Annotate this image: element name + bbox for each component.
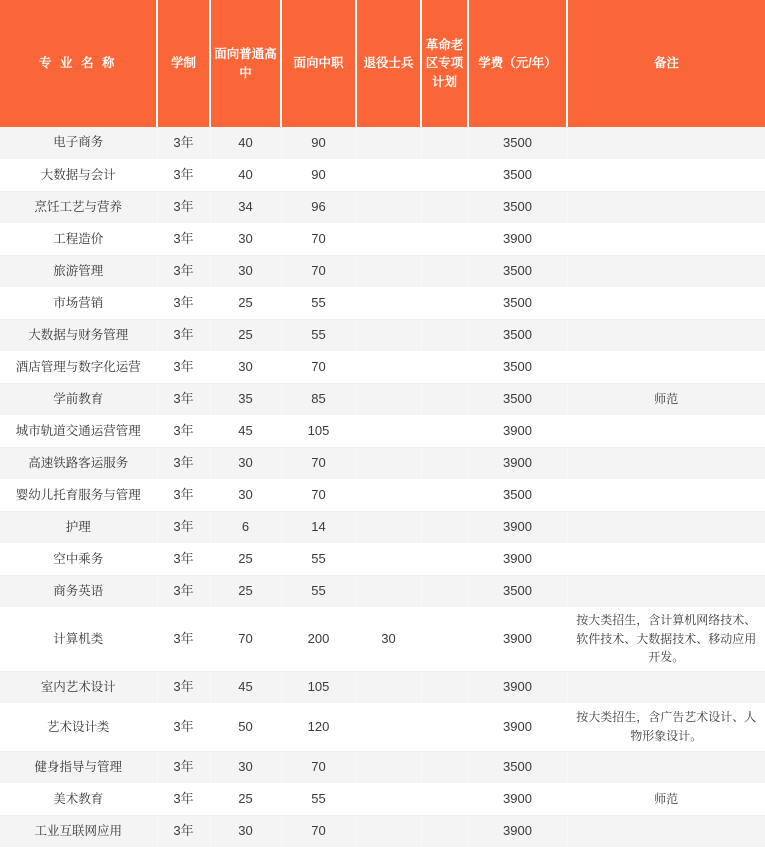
cell-voc: 105 [281, 415, 356, 447]
cell-voc: 70 [281, 815, 356, 847]
cell-remark: 师范 [567, 383, 765, 415]
cell-tuition: 3900 [468, 607, 567, 671]
cell-revbase [421, 351, 468, 383]
cell-major-name: 烹饪工艺与营养 [0, 191, 157, 223]
cell-tuition: 3500 [468, 191, 567, 223]
cell-major-name: 健身指导与管理 [0, 751, 157, 783]
table-row [0, 607, 765, 671]
cell-remark [567, 191, 765, 223]
cell-revbase [421, 511, 468, 543]
cell-voc: 70 [281, 447, 356, 479]
cell-vet [356, 351, 421, 383]
cell-vet [356, 511, 421, 543]
cell-years: 3年 [157, 127, 210, 159]
cell-vet [356, 415, 421, 447]
cell-vet [356, 383, 421, 415]
cell-tuition: 3900 [468, 543, 567, 575]
cell-vet [356, 127, 421, 159]
cell-vet [356, 815, 421, 847]
cell-vet [356, 543, 421, 575]
cell-senior: 40 [210, 159, 281, 191]
cell-revbase [421, 223, 468, 255]
table-row [0, 703, 765, 751]
cell-senior: 45 [210, 415, 281, 447]
cell-major-name: 计算机类 [0, 607, 157, 671]
cell-remark [567, 815, 765, 847]
cell-voc: 85 [281, 383, 356, 415]
cell-major-name: 高速铁路客运服务 [0, 447, 157, 479]
cell-senior: 30 [210, 815, 281, 847]
cell-senior: 30 [210, 479, 281, 511]
cell-remark: 按大类招生，含计算机网络技术、软件技术、大数据技术、移动应用开发。 [567, 607, 765, 671]
cell-major-name: 美术教育 [0, 783, 157, 815]
cell-senior: 30 [210, 447, 281, 479]
cell-major-name: 空中乘务 [0, 543, 157, 575]
cell-vet [356, 575, 421, 607]
cell-remark: 师范 [567, 783, 765, 815]
cell-major-name: 大数据与会计 [0, 159, 157, 191]
column-header-voc: 面向中职 [281, 0, 356, 127]
cell-tuition: 3900 [468, 511, 567, 543]
cell-vet [356, 783, 421, 815]
table-row [0, 191, 765, 223]
cell-years: 3年 [157, 543, 210, 575]
cell-tuition: 3500 [468, 287, 567, 319]
cell-senior: 35 [210, 383, 281, 415]
cell-revbase [421, 783, 468, 815]
cell-major-name: 酒店管理与数字化运营 [0, 351, 157, 383]
cell-senior: 34 [210, 191, 281, 223]
cell-tuition: 3500 [468, 383, 567, 415]
cell-revbase [421, 815, 468, 847]
cell-tuition: 3900 [468, 815, 567, 847]
cell-years: 3年 [157, 751, 210, 783]
cell-revbase [421, 751, 468, 783]
table-row [0, 815, 765, 847]
cell-voc: 55 [281, 575, 356, 607]
cell-remark [567, 287, 765, 319]
cell-tuition: 3900 [468, 703, 567, 751]
cell-remark [567, 671, 765, 703]
cell-revbase [421, 415, 468, 447]
cell-remark [567, 255, 765, 287]
cell-senior: 40 [210, 127, 281, 159]
table-row [0, 415, 765, 447]
column-header-tuition: 学费（元/年） [468, 0, 567, 127]
cell-years: 3年 [157, 223, 210, 255]
cell-voc: 200 [281, 607, 356, 671]
cell-revbase [421, 319, 468, 351]
cell-years: 3年 [157, 783, 210, 815]
cell-remark [567, 223, 765, 255]
table-row [0, 447, 765, 479]
cell-tuition: 3500 [468, 751, 567, 783]
cell-remark [567, 159, 765, 191]
table-row [0, 287, 765, 319]
table-row [0, 511, 765, 543]
cell-tuition: 3500 [468, 351, 567, 383]
cell-major-name: 大数据与财务管理 [0, 319, 157, 351]
cell-voc: 70 [281, 479, 356, 511]
cell-major-name: 艺术设计类 [0, 703, 157, 751]
cell-remark [567, 543, 765, 575]
cell-vet [356, 671, 421, 703]
cell-remark [567, 415, 765, 447]
table-header-row [0, 0, 765, 127]
cell-tuition: 3900 [468, 447, 567, 479]
cell-tuition: 3500 [468, 319, 567, 351]
cell-major-name: 电子商务 [0, 127, 157, 159]
table-row [0, 479, 765, 511]
cell-major-name: 学前教育 [0, 383, 157, 415]
cell-senior: 6 [210, 511, 281, 543]
cell-tuition: 3500 [468, 159, 567, 191]
cell-vet [356, 287, 421, 319]
table-row [0, 223, 765, 255]
cell-remark [567, 319, 765, 351]
cell-major-name: 城市轨道交通运营管理 [0, 415, 157, 447]
cell-major-name: 旅游管理 [0, 255, 157, 287]
column-header-revbase: 革命老区专项计划 [421, 0, 468, 127]
table-row [0, 319, 765, 351]
table-row [0, 575, 765, 607]
cell-vet [356, 447, 421, 479]
cell-major-name: 室内艺术设计 [0, 671, 157, 703]
cell-voc: 90 [281, 127, 356, 159]
table-row [0, 751, 765, 783]
cell-revbase [421, 543, 468, 575]
cell-years: 3年 [157, 415, 210, 447]
cell-years: 3年 [157, 447, 210, 479]
cell-senior: 25 [210, 783, 281, 815]
cell-tuition: 3900 [468, 671, 567, 703]
cell-voc: 55 [281, 783, 356, 815]
table-row [0, 351, 765, 383]
cell-years: 3年 [157, 479, 210, 511]
cell-remark [567, 479, 765, 511]
cell-years: 3年 [157, 159, 210, 191]
cell-senior: 25 [210, 319, 281, 351]
cell-years: 3年 [157, 383, 210, 415]
cell-remark [567, 351, 765, 383]
cell-tuition: 3500 [468, 255, 567, 287]
cell-years: 3年 [157, 607, 210, 671]
cell-major-name: 市场营销 [0, 287, 157, 319]
cell-revbase [421, 127, 468, 159]
cell-vet [356, 255, 421, 287]
cell-years: 3年 [157, 255, 210, 287]
cell-major-name: 商务英语 [0, 575, 157, 607]
cell-tuition: 3500 [468, 575, 567, 607]
cell-voc: 55 [281, 543, 356, 575]
cell-voc: 55 [281, 319, 356, 351]
cell-voc: 96 [281, 191, 356, 223]
cell-remark [567, 575, 765, 607]
cell-years: 3年 [157, 287, 210, 319]
cell-voc: 90 [281, 159, 356, 191]
cell-years: 3年 [157, 671, 210, 703]
cell-revbase [421, 671, 468, 703]
cell-revbase [421, 575, 468, 607]
cell-revbase [421, 447, 468, 479]
cell-major-name: 工程造价 [0, 223, 157, 255]
cell-senior: 30 [210, 255, 281, 287]
cell-revbase [421, 287, 468, 319]
cell-revbase [421, 607, 468, 671]
cell-voc: 14 [281, 511, 356, 543]
cell-senior: 25 [210, 543, 281, 575]
cell-voc: 70 [281, 751, 356, 783]
column-header-vet: 退役士兵 [356, 0, 421, 127]
cell-senior: 50 [210, 703, 281, 751]
cell-years: 3年 [157, 351, 210, 383]
cell-voc: 55 [281, 287, 356, 319]
table-row [0, 783, 765, 815]
column-header-major: 专 业 名 称 [0, 0, 157, 127]
cell-revbase [421, 703, 468, 751]
table-row [0, 383, 765, 415]
cell-vet: 30 [356, 607, 421, 671]
cell-major-name: 婴幼儿托育服务与管理 [0, 479, 157, 511]
table-row [0, 159, 765, 191]
cell-revbase [421, 191, 468, 223]
cell-voc: 70 [281, 255, 356, 287]
cell-senior: 25 [210, 575, 281, 607]
cell-tuition: 3900 [468, 223, 567, 255]
table-row [0, 543, 765, 575]
table-body [0, 127, 765, 847]
cell-years: 3年 [157, 575, 210, 607]
cell-major-name: 工业互联网应用 [0, 815, 157, 847]
cell-years: 3年 [157, 191, 210, 223]
cell-tuition: 3500 [468, 479, 567, 511]
cell-tuition: 3500 [468, 127, 567, 159]
cell-years: 3年 [157, 703, 210, 751]
cell-tuition: 3900 [468, 783, 567, 815]
cell-remark [567, 511, 765, 543]
cell-tuition: 3900 [468, 415, 567, 447]
cell-voc: 70 [281, 223, 356, 255]
cell-senior: 30 [210, 223, 281, 255]
table-row [0, 255, 765, 287]
cell-voc: 120 [281, 703, 356, 751]
cell-senior: 45 [210, 671, 281, 703]
cell-revbase [421, 159, 468, 191]
table-header [0, 0, 765, 127]
table-row [0, 127, 765, 159]
cell-major-name: 护理 [0, 511, 157, 543]
cell-vet [356, 191, 421, 223]
cell-remark [567, 447, 765, 479]
cell-vet [356, 159, 421, 191]
cell-vet [356, 751, 421, 783]
column-header-years: 学制 [157, 0, 210, 127]
cell-vet [356, 479, 421, 511]
cell-senior: 30 [210, 751, 281, 783]
cell-remark: 按大类招生，含广告艺术设计、人物形象设计。 [567, 703, 765, 751]
column-header-remark: 备注 [567, 0, 765, 127]
cell-years: 3年 [157, 319, 210, 351]
cell-years: 3年 [157, 511, 210, 543]
cell-revbase [421, 255, 468, 287]
cell-vet [356, 703, 421, 751]
cell-remark [567, 751, 765, 783]
cell-senior: 30 [210, 351, 281, 383]
table-row [0, 671, 765, 703]
cell-remark [567, 127, 765, 159]
cell-years: 3年 [157, 815, 210, 847]
cell-vet [356, 223, 421, 255]
cell-revbase [421, 479, 468, 511]
cell-voc: 105 [281, 671, 356, 703]
column-header-senior: 面向普通高中 [210, 0, 281, 127]
cell-revbase [421, 383, 468, 415]
cell-voc: 70 [281, 351, 356, 383]
cell-vet [356, 319, 421, 351]
cell-senior: 70 [210, 607, 281, 671]
cell-senior: 25 [210, 287, 281, 319]
